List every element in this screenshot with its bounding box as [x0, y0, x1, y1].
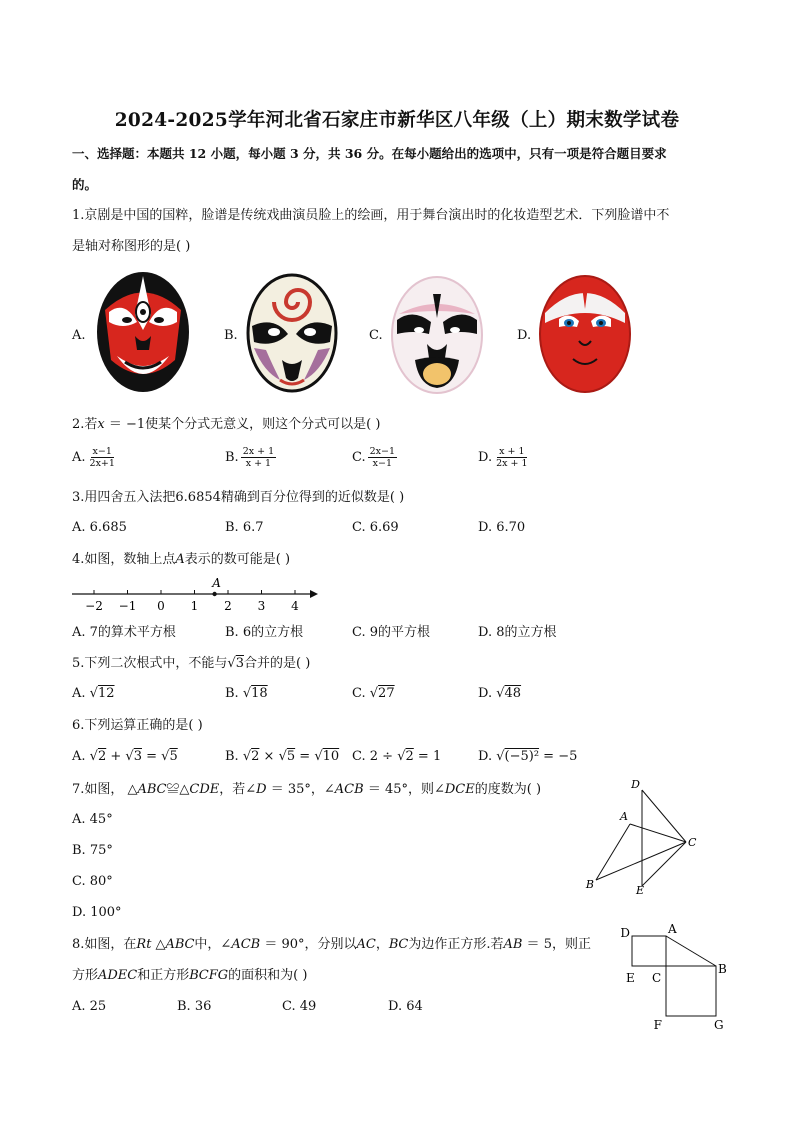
q7-stem: 7.如图， △𝐴𝐵𝐶≌△𝐶𝐷𝐸，若∠𝐷 ＝ 35°，∠𝐴𝐶𝐵 ＝ 45°，则∠𝐷𝐶𝐸的度数为( ) — [72, 782, 542, 797]
q6-option-a-label: A. — [72, 749, 86, 764]
label-g: G — [714, 1018, 724, 1032]
radicand: (−5)² — [504, 749, 540, 764]
segment-ab — [596, 824, 630, 880]
q5-option-a-label: A. — [72, 686, 86, 701]
label-f: F — [653, 1018, 662, 1032]
q6-option-c: C. 2 ÷ √2 = 1 — [352, 749, 442, 764]
section-header-line1: 一、选择题：本题共 12 小题，每小题 3 分，共 36 分。在每小题给出的选项中，只有一项是符合题目要求 — [72, 146, 667, 161]
segment-dc — [642, 790, 686, 842]
label-e: E — [626, 971, 635, 985]
q2-option-c-label: C. — [352, 450, 366, 465]
q3-option-d: D. 6.70 — [478, 520, 526, 535]
operator: + — [106, 749, 126, 764]
q2-option-a — [72, 446, 117, 469]
q6-option-c-label: C. — [352, 749, 366, 764]
q1-option-b-label: B. — [224, 328, 238, 343]
q1-option-c-label: C. — [369, 328, 383, 343]
section-header-line2: 的。 — [72, 177, 98, 192]
q7-option-b: B. 75° — [72, 843, 113, 858]
number-line-point-a — [212, 592, 216, 596]
q3-option-b: B. 6.7 — [225, 520, 264, 535]
q5-option-b-label: B. — [225, 686, 239, 701]
q5-option-d-radicand: 48 — [504, 686, 522, 701]
q6-option-a: A. √2 + √3 = √5 — [72, 749, 178, 764]
fraction-numerator: 2x + 1 — [242, 446, 275, 457]
segment-ec — [642, 842, 686, 886]
label-d: D — [631, 778, 640, 791]
page-title: 2024-2025学年河北省石家庄市新华区八年级（上）期末数学试卷 — [114, 110, 680, 131]
fraction-denominator: x + 1 — [245, 458, 272, 469]
q8-stem-line1: 8.如图，在𝑅𝑡 △𝐴𝐵𝐶中，∠𝐴𝐶𝐵 ＝ 90°，分别以𝐴𝐶，𝐵𝐶为边作正方形.若𝐴𝐵 ＝ 5，则正 — [72, 937, 591, 952]
q2-option-b-label: B. — [225, 450, 239, 465]
q4-option-c: C. 9的平方根 — [352, 625, 431, 640]
number-line-tick-label: 3 — [257, 599, 266, 613]
q2-option-a-label: A. — [72, 450, 86, 465]
radicand: 3 — [133, 749, 142, 764]
label-b: B — [585, 878, 594, 891]
expression-prefix: 2 ÷ — [369, 749, 398, 764]
fraction-denominator: 2x+1 — [89, 458, 115, 469]
q5-stem: 5.下列二次根式中，不能与√3合并的是( ) — [72, 656, 311, 671]
q1-stem-line2: 是轴对称图形的是( ) — [72, 239, 191, 254]
number-line-tick-label: 0 — [157, 599, 165, 613]
label-c: C — [652, 971, 662, 985]
label-d: D — [620, 926, 630, 940]
q4-stem: 4.如图，数轴上点𝐴表示的数可能是( ) — [72, 552, 291, 567]
q5-stem-text: 5.下列二次根式中，不能与 — [72, 656, 228, 671]
q5-stem-radicand: 3 — [235, 656, 244, 671]
q4-option-d: D. 8的立方根 — [478, 625, 557, 640]
q2-option-c-fraction — [368, 446, 397, 469]
q3-option-c: C. 6.69 — [352, 520, 399, 535]
operator: × — [259, 749, 279, 764]
q2-option-d — [478, 446, 530, 469]
radicand: 2 — [97, 749, 107, 764]
q7-option-d: D. 100° — [72, 905, 122, 920]
q5-stem-text-end: 合并的是( ) — [243, 656, 311, 671]
radicand: 2 — [405, 749, 414, 764]
q2-option-d-label: D. — [478, 450, 493, 465]
opera-mask-a-image — [95, 270, 191, 394]
fraction-denominator: 2x + 1 — [496, 458, 528, 469]
q6-option-b-label: B. — [225, 749, 239, 764]
q8-squares-figure — [612, 920, 730, 1036]
label-a: A — [668, 922, 677, 936]
q8-option-d: D. 64 — [388, 999, 423, 1014]
q8-option-c: C. 49 — [282, 999, 317, 1014]
radicand: 5 — [169, 749, 178, 764]
q2-option-d-fraction — [494, 446, 529, 469]
q2-option-b-fraction — [241, 446, 276, 469]
q5-option-b-radicand: 18 — [251, 686, 268, 701]
opera-mask-b-image — [244, 272, 340, 394]
q8-option-a: A. 25 — [72, 999, 107, 1014]
number-line-tick-label: −2 — [85, 599, 103, 613]
square-adec — [632, 936, 666, 966]
q7-option-a: A. 45° — [72, 812, 113, 827]
fraction-numerator: x−1 — [92, 446, 112, 457]
q2-option-b — [225, 446, 276, 469]
equals: = — [141, 749, 162, 764]
label-e: E — [635, 884, 645, 896]
label-a: A — [620, 810, 628, 823]
segment-ab — [666, 936, 716, 966]
fraction-numerator: 2x−1 — [369, 446, 396, 457]
q5-option-a: A. √12 — [72, 686, 115, 701]
segment-ac — [630, 824, 686, 842]
q5-option-b: B. √18 — [225, 686, 268, 701]
q5-option-c: C. √27 — [352, 686, 395, 701]
number-line-tick-label: −1 — [118, 599, 137, 613]
q5-option-c-radicand: 27 — [378, 686, 395, 701]
expression-suffix: = −5 — [539, 749, 578, 764]
q4-option-b: B. 6的立方根 — [225, 625, 304, 640]
q5-option-c-label: C. — [352, 686, 366, 701]
expression-suffix: = 1 — [413, 749, 442, 764]
number-line-tick-label: 2 — [224, 599, 232, 613]
q3-stem: 3.用四舍五入法把6.6854精确到百分位得到的近似数是( ) — [72, 490, 405, 505]
radicand: 10 — [322, 749, 340, 764]
q4-number-line — [70, 576, 320, 616]
q5-option-d-label: D. — [478, 686, 493, 701]
square-bcfg — [666, 966, 716, 1016]
q7-triangle-figure — [582, 776, 702, 896]
q5-option-a-radicand: 12 — [97, 686, 115, 701]
segment-bc — [596, 842, 686, 880]
fraction-denominator: x−1 — [372, 458, 393, 469]
q8-option-b: B. 36 — [177, 999, 212, 1014]
q6-option-b: B. √2 × √5 = √10 — [225, 749, 340, 764]
q8-stem-line2: 方形𝐴𝐷𝐸𝐶和正方形𝐵𝐶𝐹𝐺的面积和为( ) — [72, 968, 308, 983]
q1-option-d-label: D. — [517, 328, 532, 343]
opera-mask-d-image — [537, 273, 633, 395]
number-line-point-a-label: A — [212, 576, 221, 590]
q2-option-c — [352, 446, 397, 469]
q2-stem: 2.若𝑥 ＝ −1使某个分式无意义，则这个分式可以是( ) — [72, 417, 381, 432]
q2-option-a-fraction — [88, 446, 117, 469]
opera-mask-c-image — [389, 274, 485, 396]
q4-option-a: A. 7的算术平方根 — [72, 625, 176, 640]
label-b: B — [718, 962, 727, 976]
number-line-tick-label: 4 — [291, 599, 299, 613]
q3-option-a: A. 6.685 — [72, 520, 127, 535]
label-c: C — [688, 836, 697, 849]
radicand: 5 — [286, 749, 296, 764]
q7-option-c: C. 80° — [72, 874, 113, 889]
fraction-numerator: x + 1 — [499, 446, 525, 457]
number-line-tick-label: 1 — [190, 599, 199, 613]
q6-stem: 6.下列运算正确的是( ) — [72, 718, 203, 733]
q1-option-a-label: A. — [72, 328, 86, 343]
number-line-arrow — [310, 590, 318, 598]
q1-stem-line1: 1.京剧是中国的国粹，脸谱是传统戏曲演员脸上的绘画，用于舞台演出时的化妆造型艺术．下列脸谱中不 — [72, 208, 670, 223]
q6-option-d-label: D. — [478, 749, 493, 764]
q5-option-d: D. √48 — [478, 686, 522, 701]
q6-option-d: D. √(−5)² = −5 — [478, 749, 578, 764]
radicand: 2 — [251, 749, 260, 764]
equals: = — [295, 749, 315, 764]
